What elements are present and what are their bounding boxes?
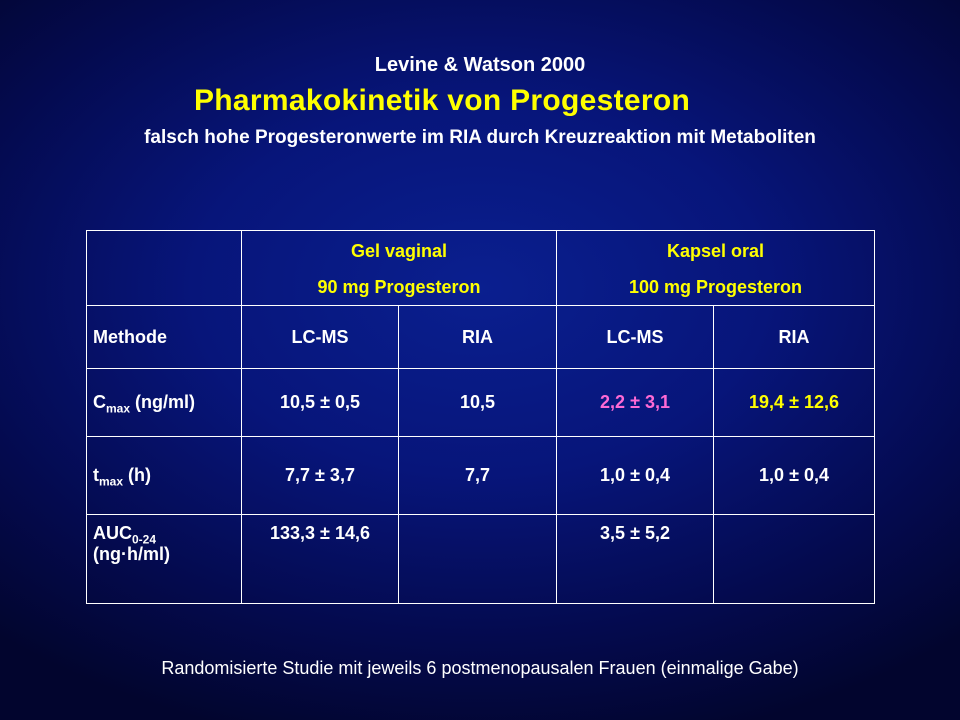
method-cell: RIA xyxy=(399,306,557,369)
pharmacokinetics-table xyxy=(86,230,875,604)
row-label-main: AUC xyxy=(93,523,132,543)
row-label-cmax xyxy=(87,369,242,437)
group-dose-kapsel: 100 mg Progesteron xyxy=(628,277,803,297)
value-cell: 1,0 ± 0,4 xyxy=(714,437,875,515)
value-cell xyxy=(399,515,557,604)
group-name-kapsel: Kapsel oral xyxy=(666,241,765,261)
table-row-auc xyxy=(87,515,875,604)
value-cell: 1,0 ± 0,4 xyxy=(557,437,714,515)
row-label-sub: max xyxy=(99,474,124,489)
method-cell: LC-MS xyxy=(242,306,399,369)
row-label-tmax xyxy=(87,437,242,515)
value-cell-highlight: 2,2 ± 3,1 xyxy=(557,369,714,437)
value-cell: 10,5 ± 0,5 xyxy=(242,369,399,437)
table-row-tmax xyxy=(87,437,875,515)
row-label-sub: 0-24 xyxy=(132,532,157,547)
row-label-unit: (h) xyxy=(123,465,152,485)
value-cell: 7,7 ± 3,7 xyxy=(242,437,399,515)
value-cell-highlight: 19,4 ± 12,6 xyxy=(714,369,875,437)
table-method-row xyxy=(87,306,875,369)
group-header-kapsel xyxy=(557,231,875,306)
method-cell: RIA xyxy=(714,306,875,369)
row-label-sub: max xyxy=(106,401,131,416)
group-header-gel xyxy=(242,231,557,306)
value-cell: 3,5 ± 5,2 xyxy=(557,515,714,604)
table-corner-cell xyxy=(87,231,242,306)
method-label: Methode xyxy=(87,306,242,369)
value-cell: 133,3 ± 14,6 xyxy=(242,515,399,604)
row-label-main: t xyxy=(93,465,99,485)
method-cell: LC-MS xyxy=(557,306,714,369)
value-cell: 10,5 xyxy=(399,369,557,437)
footer-note: Randomisierte Studie mit jeweils 6 postmenopausalen Frauen (einmalige Gabe) xyxy=(161,658,799,678)
page-subtitle: falsch hohe Progesteronwerte im RIA durch Kreuzreaktion mit Metaboliten xyxy=(144,127,816,148)
group-dose-gel: 90 mg Progesteron xyxy=(317,277,481,297)
page-title: Pharmakokinetik von Progesteron xyxy=(194,84,691,117)
row-label-unit: (ng·h/ml) xyxy=(93,544,170,564)
table-row-cmax xyxy=(87,369,875,437)
citation: Levine & Watson 2000 xyxy=(374,54,586,76)
row-label-main: C xyxy=(93,392,106,412)
row-label-auc xyxy=(87,515,242,604)
row-label-unit: (ng/ml) xyxy=(130,392,196,412)
table-group-header-row xyxy=(87,231,875,306)
value-cell xyxy=(714,515,875,604)
value-cell: 7,7 xyxy=(399,437,557,515)
group-name-gel: Gel vaginal xyxy=(350,241,448,261)
